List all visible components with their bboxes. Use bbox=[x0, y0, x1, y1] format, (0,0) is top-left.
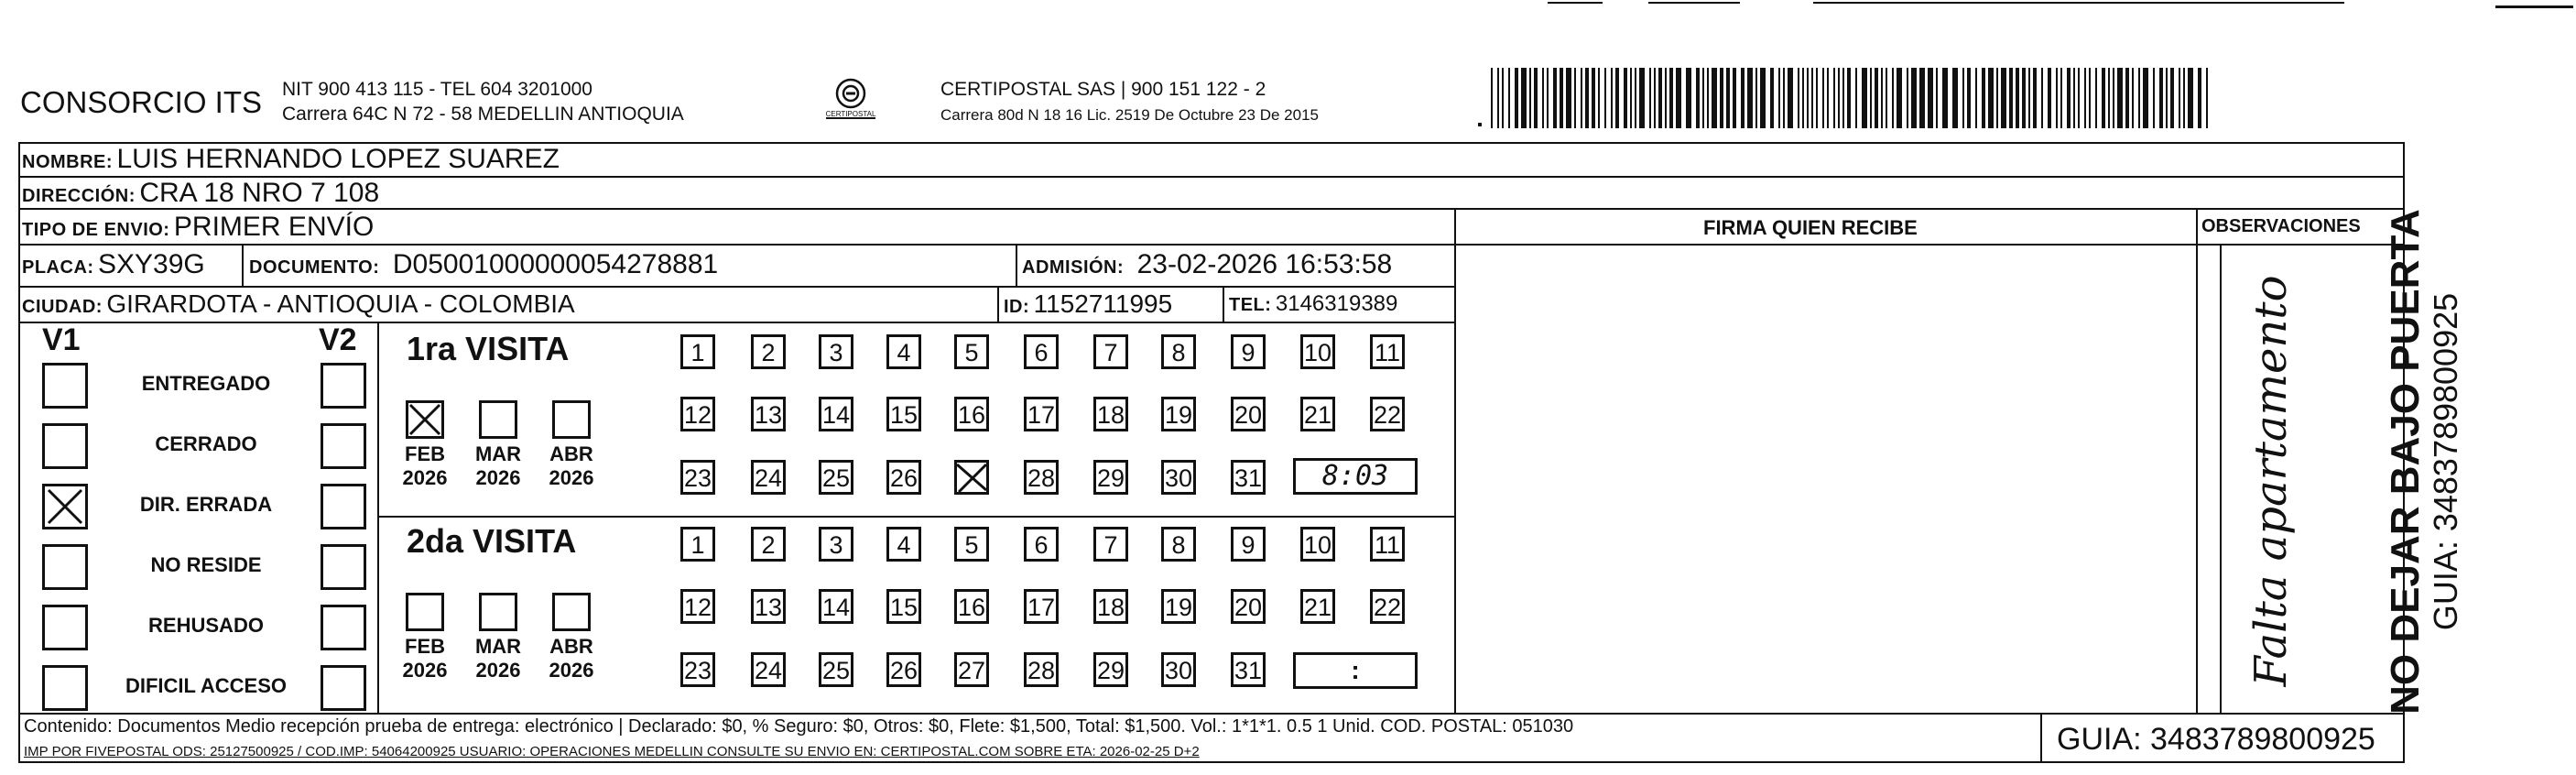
placa-label: PLACA: bbox=[22, 257, 94, 278]
visit1-title: 1ra VISITA bbox=[407, 330, 570, 367]
day-box[interactable]: 22 bbox=[1370, 589, 1405, 624]
month-year: 2026 bbox=[549, 466, 594, 489]
day-box[interactable]: 31 bbox=[1231, 460, 1266, 495]
documento-value: D05001000000054278881 bbox=[392, 249, 719, 279]
month-caption bbox=[393, 635, 457, 682]
day-box[interactable]: 12 bbox=[680, 589, 715, 624]
month-caption bbox=[539, 635, 603, 682]
month-checkbox[interactable] bbox=[406, 593, 444, 631]
day-box[interactable]: 14 bbox=[819, 589, 853, 624]
month-checkbox[interactable] bbox=[406, 400, 444, 439]
day-box[interactable]: 23 bbox=[680, 460, 715, 495]
day-box[interactable]: 11 bbox=[1370, 527, 1405, 562]
day-box[interactable]: 9 bbox=[1231, 334, 1266, 369]
day-box[interactable]: 17 bbox=[1024, 589, 1059, 624]
day-box[interactable]: 16 bbox=[954, 589, 989, 624]
carrier-address: Carrera 80d N 18 16 Lic. 2519 De Octubre 23 De 2015 bbox=[940, 106, 1319, 124]
day-box[interactable]: 19 bbox=[1161, 589, 1196, 624]
day-box[interactable]: 1 bbox=[680, 334, 715, 369]
company-address: Carrera 64C N 72 - 58 MEDELLIN ANTIOQUIA bbox=[282, 104, 684, 125]
status-label: DIFICIL ACCESO bbox=[125, 674, 287, 697]
v1-checkbox[interactable] bbox=[42, 544, 88, 590]
visit1-time-box[interactable] bbox=[1293, 458, 1418, 495]
day-box[interactable]: 4 bbox=[886, 334, 921, 369]
day-box[interactable]: 20 bbox=[1231, 397, 1266, 431]
side-guia: GUIA: 3483789800925 bbox=[2427, 292, 2464, 631]
day-box[interactable]: 3 bbox=[819, 527, 853, 562]
ciudad-value: GIRARDOTA - ANTIOQUIA - COLOMBIA bbox=[106, 289, 575, 318]
day-box[interactable]: 29 bbox=[1093, 652, 1128, 687]
day-box[interactable]: 10 bbox=[1300, 527, 1335, 562]
day-box[interactable]: 11 bbox=[1370, 334, 1405, 369]
company-name: CONSORCIO ITS bbox=[20, 85, 263, 119]
v2-label: V2 bbox=[319, 322, 357, 357]
observaciones-header: OBSERVACIONES bbox=[2201, 216, 2361, 236]
admision-row bbox=[1022, 249, 1392, 280]
day-box[interactable]: 18 bbox=[1093, 589, 1128, 624]
nombre-value: LUIS HERNANDO LOPEZ SUAREZ bbox=[116, 144, 560, 174]
day-box[interactable]: 7 bbox=[1093, 527, 1128, 562]
day-box[interactable]: 6 bbox=[1024, 334, 1059, 369]
day-box[interactable]: 24 bbox=[751, 460, 786, 495]
direccion-label: DIRECCIÓN: bbox=[22, 186, 136, 206]
month-name: MAR bbox=[474, 635, 522, 658]
nombre-row bbox=[22, 144, 560, 175]
documento-row bbox=[249, 249, 718, 280]
tel-label: TEL: bbox=[1229, 295, 1272, 315]
visit1-time: 8:03 bbox=[1321, 460, 1389, 492]
month-year: 2026 bbox=[402, 659, 448, 682]
day-box[interactable]: 12 bbox=[680, 397, 715, 431]
month-caption bbox=[539, 442, 603, 490]
no-dejar-warning: NO DEJAR BAJO PUERTA bbox=[2383, 209, 2428, 715]
month-checkbox[interactable] bbox=[552, 400, 591, 439]
day-box[interactable]: 26 bbox=[886, 460, 921, 495]
id-value: 1152711995 bbox=[1033, 289, 1173, 318]
day-box[interactable]: 15 bbox=[886, 397, 921, 431]
month-checkbox[interactable] bbox=[552, 593, 591, 631]
month-name: ABR bbox=[549, 635, 593, 658]
form-border bbox=[18, 142, 2405, 763]
day-box[interactable]: 20 bbox=[1231, 589, 1266, 624]
day-box[interactable]: 6 bbox=[1024, 527, 1059, 562]
status-label: ENTREGADO bbox=[141, 372, 271, 395]
direccion-value: CRA 18 NRO 7 108 bbox=[139, 178, 380, 208]
direccion-row bbox=[22, 178, 379, 209]
month-checkbox[interactable] bbox=[479, 593, 517, 631]
month-name: MAR bbox=[474, 442, 522, 465]
month-caption bbox=[466, 442, 530, 490]
day-box[interactable]: 21 bbox=[1300, 397, 1335, 431]
month-name: FEB bbox=[405, 635, 445, 658]
ciudad-label: CIUDAD: bbox=[22, 297, 103, 317]
scan-artifact bbox=[1548, 2, 1603, 4]
placa-value: SXY39G bbox=[98, 249, 205, 279]
month-checkbox[interactable] bbox=[479, 400, 517, 439]
day-box[interactable]: 23 bbox=[680, 652, 715, 687]
scan-artifact bbox=[1813, 2, 2344, 4]
status-label: DIR. ERRADA bbox=[139, 493, 273, 516]
ciudad-row bbox=[22, 289, 575, 319]
v1-label: V1 bbox=[42, 322, 81, 357]
day-box[interactable]: 31 bbox=[1231, 652, 1266, 687]
day-box[interactable]: 18 bbox=[1093, 397, 1128, 431]
firma-header: FIRMA QUIEN RECIBE bbox=[1703, 216, 1918, 239]
certipostal-logo bbox=[822, 75, 879, 132]
tel-row bbox=[1229, 291, 1397, 317]
day-box[interactable]: 22 bbox=[1370, 397, 1405, 431]
day-box[interactable]: 24 bbox=[751, 652, 786, 687]
v1-checkbox[interactable] bbox=[42, 484, 88, 529]
admision-value: 23-02-2026 16:53:58 bbox=[1136, 249, 1393, 279]
tipo-value: PRIMER ENVÍO bbox=[173, 212, 375, 242]
day-box[interactable]: 29 bbox=[1093, 460, 1128, 495]
day-box[interactable]: 25 bbox=[819, 460, 853, 495]
status-label: REHUSADO bbox=[148, 614, 264, 637]
contenido-line: Contenido: Documentos Medio recepción prueba de entrega: electrónico | Declarado: $0, % Seguro: $0, Otros: $0, Flete: $1,500, Total: $1,500. Vol.: 1*1*1. 0.5 1 Unid. COD. POSTAL: 051030 bbox=[24, 716, 1574, 737]
tipo-row bbox=[22, 212, 374, 243]
month-caption bbox=[393, 442, 457, 490]
observacion-handwritten: Falta apartamento bbox=[2245, 275, 2297, 687]
day-box[interactable]: 15 bbox=[886, 589, 921, 624]
day-box[interactable]: 5 bbox=[954, 334, 989, 369]
month-name: ABR bbox=[549, 442, 593, 465]
day-box[interactable]: 5 bbox=[954, 527, 989, 562]
day-box[interactable]: 17 bbox=[1024, 397, 1059, 431]
day-box[interactable]: 2 bbox=[751, 527, 786, 562]
admision-label: ADMISIÓN: bbox=[1022, 257, 1125, 278]
day-box[interactable]: 8 bbox=[1161, 527, 1196, 562]
month-year: 2026 bbox=[402, 466, 448, 489]
tipo-label: TIPO DE ENVIO: bbox=[22, 220, 170, 240]
v1-checkbox[interactable] bbox=[42, 423, 88, 469]
day-box[interactable]: 3 bbox=[819, 334, 853, 369]
month-caption bbox=[466, 635, 530, 682]
day-box[interactable]: 28 bbox=[1024, 652, 1059, 687]
day-box[interactable]: 9 bbox=[1231, 527, 1266, 562]
day-box[interactable]: 13 bbox=[751, 397, 786, 431]
logo-text: CERTIPOSTAL bbox=[825, 110, 876, 118]
month-year: 2026 bbox=[475, 466, 521, 489]
scan-artifact bbox=[1648, 2, 1740, 4]
day-box[interactable] bbox=[954, 460, 989, 495]
v1-checkbox[interactable] bbox=[42, 605, 88, 650]
day-box[interactable]: 16 bbox=[954, 397, 989, 431]
documento-label: DOCUMENTO: bbox=[249, 257, 380, 278]
scan-artifact bbox=[2495, 5, 2573, 8]
day-box[interactable]: 28 bbox=[1024, 460, 1059, 495]
carrier-info: CERTIPOSTAL SAS | 900 151 122 - 2 bbox=[940, 79, 1266, 100]
day-box[interactable]: 13 bbox=[751, 589, 786, 624]
visit2-title: 2da VISITA bbox=[407, 522, 577, 560]
month-year: 2026 bbox=[475, 659, 521, 682]
day-box[interactable]: 4 bbox=[886, 527, 921, 562]
day-box[interactable]: 7 bbox=[1093, 334, 1128, 369]
day-box[interactable]: 21 bbox=[1300, 589, 1335, 624]
v1-checkbox[interactable] bbox=[42, 363, 88, 409]
tel-value: 3146319389 bbox=[1275, 291, 1398, 316]
id-label: ID: bbox=[1004, 297, 1030, 317]
imp-line: IMP POR FIVEPOSTAL ODS: 25127500925 / COD.IMP: 54064200925 USUARIO: OPERACIONES MEDELLIN CONSULTE SU ENVIO EN: CERTIPOSTAL.COM SOBRE ETA: 2026-02-25 D+2 bbox=[24, 744, 1200, 759]
day-box[interactable]: 30 bbox=[1161, 652, 1196, 687]
footer-guia: GUIA: 3483789800925 bbox=[2057, 722, 2375, 757]
day-box[interactable]: 27 bbox=[954, 652, 989, 687]
day-box[interactable]: 14 bbox=[819, 397, 853, 431]
day-box[interactable]: 10 bbox=[1300, 334, 1335, 369]
day-box[interactable]: 2 bbox=[751, 334, 786, 369]
day-box[interactable]: 19 bbox=[1161, 397, 1196, 431]
day-box[interactable]: 25 bbox=[819, 652, 853, 687]
status-label: CERRADO bbox=[155, 432, 257, 455]
visit2-time: : bbox=[1351, 656, 1360, 684]
visit2-time-box[interactable] bbox=[1293, 652, 1418, 689]
month-year: 2026 bbox=[549, 659, 594, 682]
month-name: FEB bbox=[405, 442, 445, 465]
placa-row bbox=[22, 249, 205, 280]
day-box[interactable]: 30 bbox=[1161, 460, 1196, 495]
day-box[interactable]: 8 bbox=[1161, 334, 1196, 369]
v1-checkbox[interactable] bbox=[42, 665, 88, 711]
company-nit: NIT 900 413 115 - TEL 604 3201000 bbox=[282, 79, 592, 100]
barcode bbox=[1478, 66, 2220, 130]
day-box[interactable]: 1 bbox=[680, 527, 715, 562]
id-row bbox=[1004, 289, 1172, 319]
status-label: NO RESIDE bbox=[150, 553, 262, 576]
nombre-label: NOMBRE: bbox=[22, 152, 114, 172]
day-box[interactable]: 26 bbox=[886, 652, 921, 687]
